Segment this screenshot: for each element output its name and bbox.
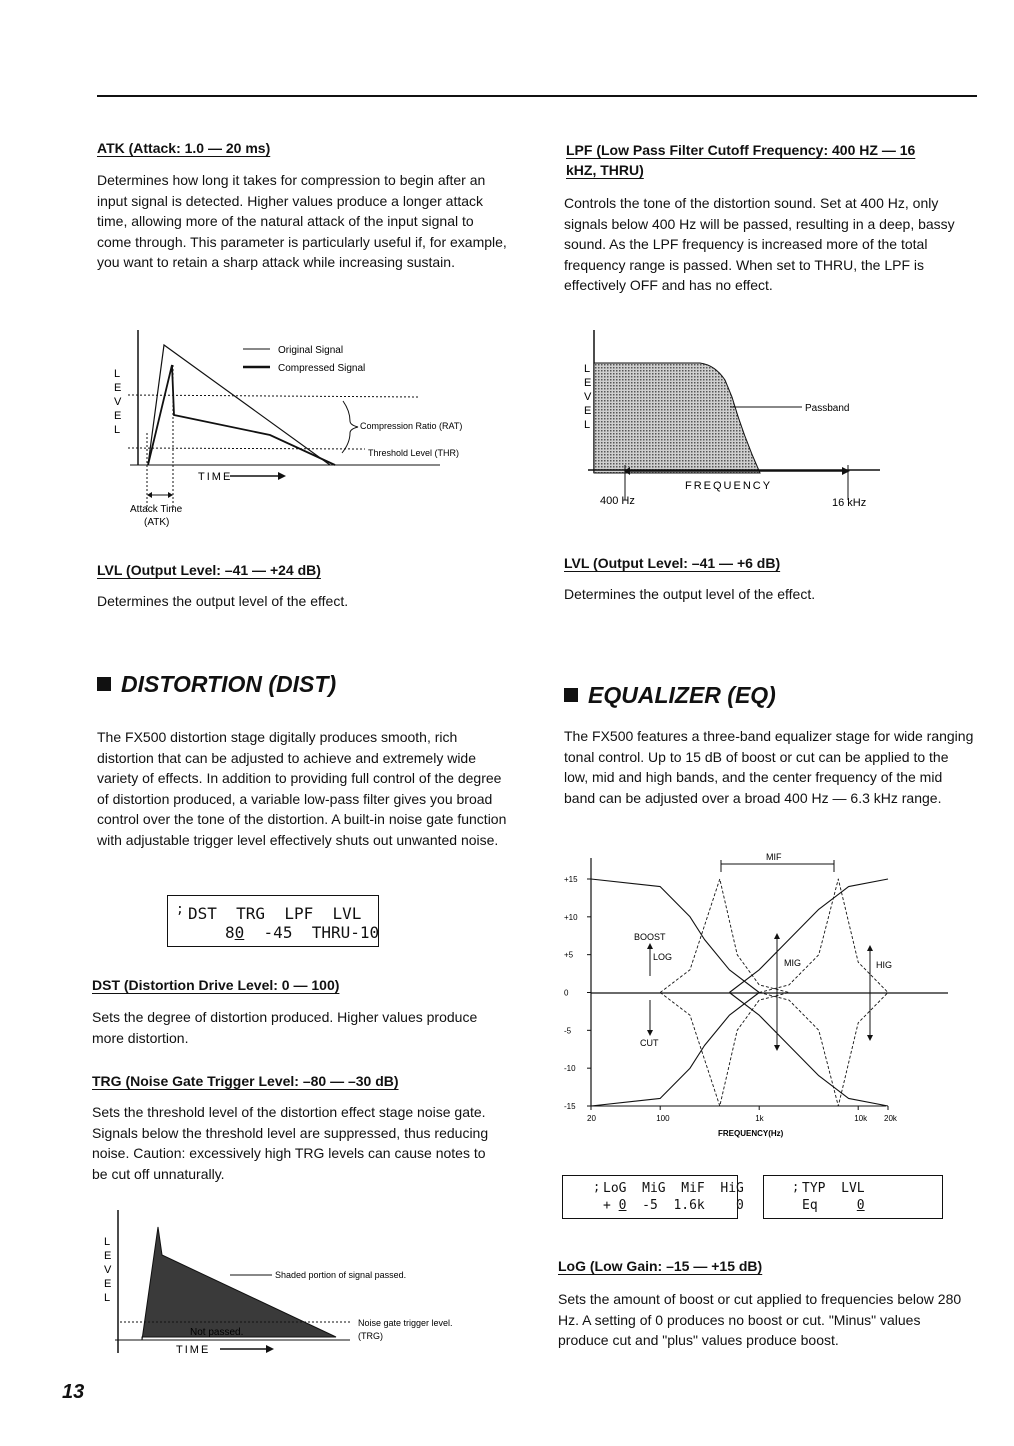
- level-axis-label: [104, 1236, 112, 1304]
- svg-text:V: V: [104, 1264, 112, 1276]
- x-tick-label: 10k: [854, 1114, 868, 1123]
- lpf-heading-line1: LPF (Low Pass Filter Cutoff Frequency: 400 HZ — 16: [566, 142, 916, 158]
- noise-gate-diagram: [100, 1205, 490, 1365]
- trg-heading: TRG (Noise Gate Trigger Level: –80 — –30 dB): [92, 1073, 399, 1089]
- y-tick-label: 0: [564, 988, 569, 998]
- low-freq-label: 400 Hz: [600, 495, 635, 507]
- x-tick-label: 20k: [884, 1114, 897, 1123]
- svg-text:E: E: [584, 405, 592, 417]
- high-freq-label: 16 kHz: [832, 497, 867, 509]
- svg-text:L: L: [584, 419, 591, 431]
- lpf-diagram: [580, 325, 900, 515]
- time-label: TIME: [198, 471, 233, 483]
- svg-text:L: L: [114, 424, 121, 436]
- x-tick-label: 1k: [755, 1114, 764, 1123]
- eq-series-mig-boost-high: [759, 879, 888, 993]
- eq-series-log-boost: [591, 879, 759, 993]
- page-number: 13: [62, 1381, 85, 1403]
- eq-series-log-cut: [591, 993, 759, 1107]
- frequency-label: FREQUENCY: [685, 480, 773, 492]
- eq-series-hig-cut: [729, 993, 888, 1107]
- dist-lcd-line2: 80 -45 THRU-10: [225, 923, 380, 942]
- eq-response-chart: [556, 848, 956, 1148]
- lvl-right-body: Determines the output level of the effect.: [564, 586, 816, 602]
- legend-original: Original Signal: [278, 345, 344, 356]
- svg-text:L: L: [114, 368, 121, 380]
- passband-area: [594, 363, 760, 473]
- atk-body: Determines how long it takes for compression to begin after an input signal is detected. Higher values produce a longer attack time, allowing more of the natural attack of the input signal to come through. This parameter is particularly useful if, for example, you want to retain a sharp attack while increasing sustain.: [97, 172, 507, 271]
- svg-text:E: E: [584, 377, 592, 389]
- svg-text:E: E: [114, 382, 122, 394]
- legend-compressed: Compressed Signal: [278, 363, 366, 374]
- lvl-left-heading: LVL (Output Level: –41 — +24 dB): [97, 562, 321, 578]
- lvl-right-heading: LVL (Output Level: –41 — +6 dB): [564, 555, 781, 571]
- svg-text:L: L: [104, 1236, 111, 1248]
- eq-series-mig-cut-high: [759, 993, 888, 1107]
- eq-lcd2-line1: TYP LVL: [802, 1181, 865, 1196]
- lpf-heading-line2: kHZ, THRU): [566, 162, 644, 178]
- top-rule: [97, 95, 977, 97]
- dst-body: Sets the degree of distortion produced. Higher values produce more distortion.: [92, 1009, 478, 1046]
- x-tick-label: 100: [656, 1114, 670, 1123]
- mig-label: MIG: [784, 958, 801, 968]
- attack-abbr: (ATK): [144, 517, 170, 528]
- log-label: LOG: [653, 952, 673, 962]
- compressed-signal-line: [148, 365, 335, 465]
- trigger-label: Noise gate trigger level.: [358, 1318, 453, 1328]
- eq-series-mig-cut-low: [660, 993, 789, 1107]
- eq-series-mig-boost-low: [660, 879, 789, 993]
- x-tick-label: 20: [587, 1114, 596, 1123]
- compressor-diagram: [110, 325, 500, 535]
- y-tick-label: -15: [564, 1102, 576, 1111]
- not-passed-label: Not passed.: [190, 1327, 244, 1338]
- hig-label: HIG: [876, 960, 893, 970]
- ratio-label: Compression Ratio (RAT): [360, 421, 463, 431]
- x-axis-label: FREQUENCY(Hz): [718, 1129, 784, 1138]
- svg-text:E: E: [114, 410, 122, 422]
- dist-lcd-line1: DST TRG LPF LVL: [188, 904, 362, 923]
- distortion-body: The FX500 distortion stage digitally produces smooth, rich distortion that can be adjusted to achieve and extremely wide variety of effects. In addition to providing full control of the degree of distortion produced, a variable low-pass filter gives you broad control over the tone of the distortion. A built-in noise gate function with adjustable trigger level effectively shuts out unwanted noise.: [97, 729, 507, 848]
- svg-text:E: E: [104, 1278, 112, 1290]
- attack-label: Attack Time: [130, 504, 183, 515]
- passed-signal-area: [142, 1227, 336, 1340]
- trg-body: Sets the threshold level of the distortion effect stage noise gate. Signals below the threshold level are suppressed, thus reducing noise. Caution: excessively high TRG levels can cause notes to be cut off unnaturally.: [92, 1104, 489, 1182]
- y-tick-label: +15: [564, 875, 578, 884]
- log-body: Sets the amount of boost or cut applied to frequencies below 280 Hz. A setting of 0 produces no boost or cut. "Minus" values produce cut and "plus" values produce boost.: [558, 1291, 962, 1349]
- y-tick-label: -5: [564, 1026, 572, 1036]
- svg-text:V: V: [114, 396, 122, 408]
- log-heading: LoG (Low Gain: –15 — +15 dB): [558, 1258, 763, 1274]
- svg-text:E: E: [104, 1250, 112, 1262]
- eq-lcd-display-type: ; TYP LVL Eq 0: [763, 1175, 943, 1219]
- distortion-title: DISTORTION (DIST): [97, 670, 336, 698]
- level-axis-label: [584, 363, 592, 431]
- cut-label: CUT: [640, 1038, 659, 1048]
- mif-label: MIF: [766, 852, 782, 862]
- svg-text:L: L: [584, 363, 591, 375]
- equalizer-title: EQUALIZER (EQ): [564, 681, 776, 709]
- dst-heading: DST (Distortion Drive Level: 0 — 100): [92, 977, 340, 993]
- eq-lcd1-line1: LoG MiG MiF HiG: [603, 1181, 744, 1196]
- y-tick-label: +5: [564, 950, 574, 960]
- threshold-label: Threshold Level (THR): [368, 448, 460, 458]
- eq-lcd-display-gains: ; LoG MiG MiF HiG + 0 -5 1.6k 0: [562, 1175, 738, 1219]
- atk-heading: ATK (Attack: 1.0 — 20 ms): [97, 140, 271, 156]
- boost-label: BOOST: [634, 932, 666, 942]
- passband-label: Passband: [805, 403, 850, 414]
- eq-series-hig-boost: [729, 879, 888, 993]
- time-label: TIME: [176, 1344, 211, 1356]
- dist-lcd-display: ; DST TRG LPF LVL 80 -45 THRU-10: [167, 895, 379, 947]
- equalizer-body: The FX500 features a three-band equalizer stage for wide ranging tonal control. Up to 15 dB of boost or cut can be applied to the low, mid and high bands, and the center frequency of the mid band can be adjusted over a broad 400 Hz — 6.3 kHz range.: [564, 728, 974, 806]
- lvl-left-body: Determines the output level of the effect.: [97, 593, 349, 609]
- level-axis-label: [114, 368, 122, 436]
- svg-text:V: V: [584, 391, 592, 403]
- y-tick-label: -10: [564, 1064, 576, 1074]
- eq-lcd1-line2: + 0 -5 1.6k 0: [603, 1198, 744, 1213]
- svg-text:L: L: [104, 1292, 111, 1304]
- eq-lcd2-line2: Eq 0: [802, 1198, 865, 1213]
- shaded-label: Shaded portion of signal passed.: [275, 1270, 407, 1280]
- y-tick-label: +10: [564, 912, 578, 922]
- lpf-body: Controls the tone of the distortion sound. Set at 400 Hz, only signals below 400 Hz will be passed, resulting in a deep, bassy sound. As the LPF frequency is increased more of the total frequency range is passed. When set to THRU, the LPF is effectively OFF and has no effect.: [564, 195, 955, 294]
- trigger-abbr: (TRG): [358, 1331, 383, 1341]
